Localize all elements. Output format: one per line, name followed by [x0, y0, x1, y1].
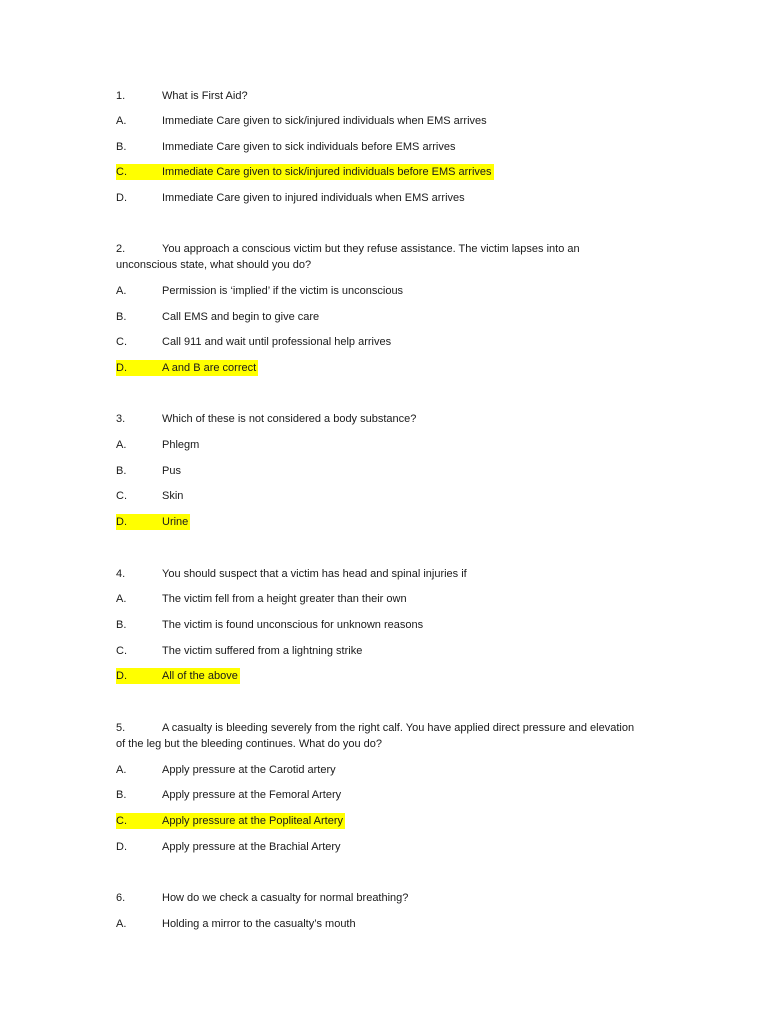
- question-number: 2.: [116, 243, 126, 255]
- question-4: [116, 566, 636, 582]
- option-1c-answer: [116, 164, 494, 180]
- option-4b: [116, 617, 423, 633]
- option-letter: C.: [116, 336, 127, 348]
- question-number: 5.: [116, 722, 126, 734]
- option-letter: A.: [116, 115, 127, 127]
- option-text: Call EMS and begin to give care: [162, 311, 320, 323]
- option-2a: [116, 283, 403, 299]
- question-text: You should suspect that a victim has head and spinal injuries if: [162, 568, 467, 580]
- option-4d-answer: [116, 668, 240, 684]
- option-3d-answer: [116, 514, 190, 530]
- option-text: The victim suffered from a lightning strike: [162, 645, 363, 657]
- option-letter: C.: [116, 815, 127, 827]
- question-2: [116, 241, 636, 273]
- question-number: 4.: [116, 568, 126, 580]
- option-letter: B.: [116, 141, 127, 153]
- question-text: How do we check a casualty for normal breathing?: [162, 892, 409, 904]
- option-1b: [116, 139, 455, 155]
- option-letter: A.: [116, 439, 127, 451]
- question-text: You approach a conscious victim but they refuse assistance. The victim lapses into an unconscious state, what should you do?: [116, 243, 580, 271]
- option-4c: [116, 643, 362, 659]
- question-text: What is First Aid?: [162, 90, 248, 102]
- option-letter: D.: [116, 516, 127, 528]
- option-letter: A.: [116, 918, 127, 930]
- option-text: Holding a mirror to the casualty’s mouth: [162, 918, 356, 930]
- option-letter: B.: [116, 619, 127, 631]
- option-1a: [116, 113, 487, 129]
- option-text: All of the above: [162, 670, 238, 682]
- option-letter: D.: [116, 670, 127, 682]
- question-text: A casualty is bleeding severely from the right calf. You have applied direct pressure and elevation of the leg but the bleeding continues. What do you do?: [116, 722, 635, 750]
- option-letter: C.: [116, 490, 127, 502]
- option-text: Apply pressure at the Carotid artery: [162, 764, 336, 776]
- option-6a: [116, 916, 356, 932]
- option-letter: A.: [116, 764, 127, 776]
- question-3: [116, 411, 636, 427]
- question-1: [116, 88, 636, 104]
- option-letter: D.: [116, 841, 127, 853]
- option-letter: B.: [116, 465, 127, 477]
- option-text: A and B are correct: [162, 362, 257, 374]
- option-letter: B.: [116, 789, 127, 801]
- option-5a: [116, 762, 336, 778]
- option-3a: [116, 437, 199, 453]
- option-text: Immediate Care given to injured individuals when EMS arrives: [162, 192, 465, 204]
- option-letter: A.: [116, 285, 127, 297]
- question-number: 1.: [116, 90, 126, 102]
- option-text: Immediate Care given to sick/injured individuals when EMS arrives: [162, 115, 487, 127]
- option-text: Immediate Care given to sick individuals before EMS arrives: [162, 141, 456, 153]
- option-text: Skin: [162, 490, 184, 502]
- option-text: Apply pressure at the Femoral Artery: [162, 789, 342, 801]
- option-3b: [116, 463, 181, 479]
- option-text: Phlegm: [162, 439, 200, 451]
- option-letter: C.: [116, 166, 127, 178]
- option-5d: [116, 839, 341, 855]
- option-2c: [116, 334, 391, 350]
- option-3c: [116, 488, 183, 504]
- option-text: Apply pressure at the Popliteal Artery: [162, 815, 343, 827]
- question-number: 3.: [116, 413, 126, 425]
- option-5b: [116, 787, 341, 803]
- option-letter: D.: [116, 192, 127, 204]
- option-text: Call 911 and wait until professional help arrives: [162, 336, 392, 348]
- option-text: The victim is found unconscious for unknown reasons: [162, 619, 424, 631]
- option-letter: B.: [116, 311, 127, 323]
- question-5: [116, 720, 636, 752]
- question-6: [116, 890, 636, 906]
- option-text: Immediate Care given to sick/injured individuals before EMS arrives: [162, 166, 492, 178]
- question-number: 6.: [116, 892, 126, 904]
- option-text: The victim fell from a height greater than their own: [162, 593, 407, 605]
- option-4a: [116, 591, 407, 607]
- option-letter: D.: [116, 362, 127, 374]
- option-text: Permission is ‘implied’ if the victim is unconscious: [162, 285, 404, 297]
- question-text: Which of these is not considered a body substance?: [162, 413, 417, 425]
- option-text: Urine: [162, 516, 189, 528]
- option-1d: [116, 190, 465, 206]
- option-5c-answer: [116, 813, 345, 829]
- option-letter: A.: [116, 593, 127, 605]
- option-text: Apply pressure at the Brachial Artery: [162, 841, 341, 853]
- option-2d-answer: [116, 360, 258, 376]
- option-letter: C.: [116, 645, 127, 657]
- option-2b: [116, 309, 319, 325]
- option-text: Pus: [162, 465, 181, 477]
